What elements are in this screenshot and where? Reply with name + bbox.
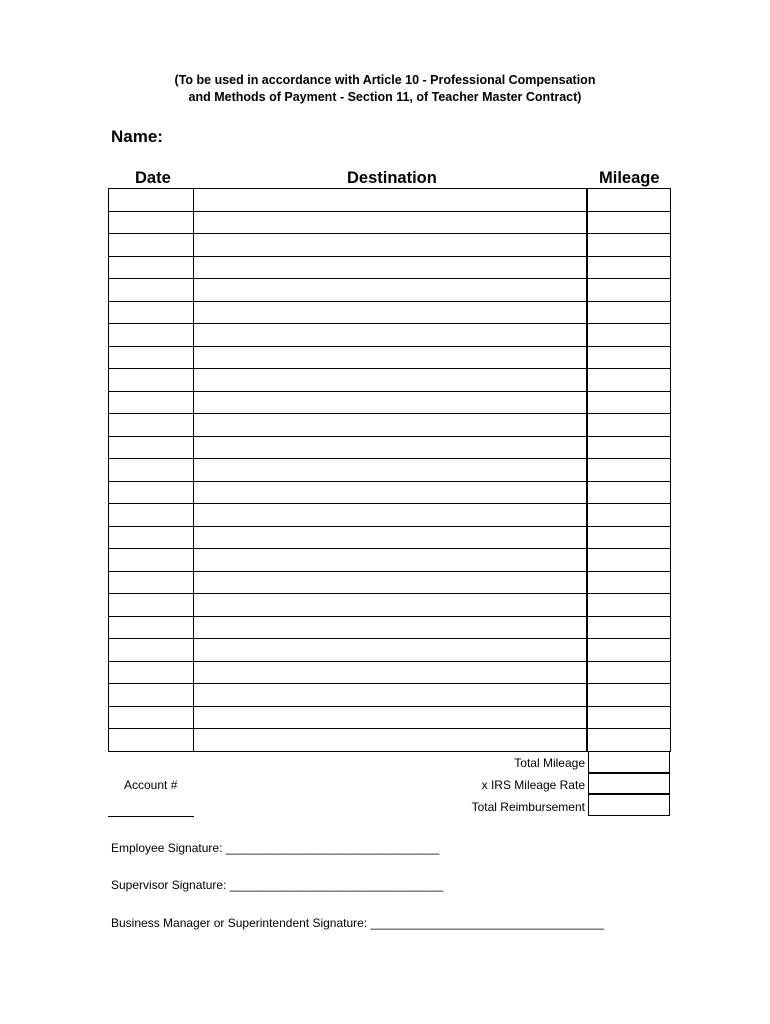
table-row [108, 706, 670, 729]
date-cell[interactable] [108, 368, 194, 392]
mileage-cell[interactable] [587, 526, 670, 550]
date-cell[interactable] [108, 256, 194, 280]
destination-cell[interactable] [193, 481, 587, 505]
totals-box [588, 751, 670, 815]
irs-rate-field[interactable] [588, 772, 670, 795]
date-cell[interactable] [108, 683, 194, 707]
date-cell[interactable] [108, 548, 194, 572]
destination-cell[interactable] [193, 526, 587, 550]
date-cell[interactable] [108, 503, 194, 527]
table-row [108, 211, 670, 234]
mileage-cell[interactable] [587, 548, 670, 572]
date-cell[interactable] [108, 323, 194, 347]
destination-cell[interactable] [193, 616, 587, 640]
date-cell[interactable] [108, 278, 194, 302]
destination-cell[interactable] [193, 706, 587, 730]
account-label: Account # [124, 778, 178, 792]
date-cell[interactable] [108, 391, 194, 415]
mileage-cell[interactable] [587, 728, 670, 752]
mileage-cell[interactable] [587, 616, 670, 640]
table-row [108, 593, 670, 616]
mileage-cell[interactable] [587, 571, 670, 595]
instructions-line-2: and Methods of Payment - Section 11, of Teacher Master Contract) [188, 90, 582, 104]
date-cell[interactable] [108, 413, 194, 437]
destination-cell[interactable] [193, 593, 587, 617]
table-row [108, 638, 670, 661]
date-cell[interactable] [108, 661, 194, 685]
table-row [108, 301, 670, 324]
table-row [108, 256, 670, 279]
mileage-cell[interactable] [587, 638, 670, 662]
destination-cell[interactable] [193, 323, 587, 347]
date-cell[interactable] [108, 593, 194, 617]
date-cell[interactable] [108, 481, 194, 505]
destination-cell[interactable] [193, 728, 587, 752]
mileage-cell[interactable] [587, 368, 670, 392]
mileage-cell[interactable] [587, 278, 670, 302]
table-row [108, 683, 670, 706]
mileage-cell[interactable] [587, 503, 670, 527]
destination-cell[interactable] [193, 211, 587, 235]
date-cell[interactable] [108, 638, 194, 662]
destination-cell[interactable] [193, 391, 587, 415]
total-mileage-field[interactable] [588, 751, 670, 774]
mileage-cell[interactable] [587, 683, 670, 707]
mileage-cell[interactable] [587, 301, 670, 325]
date-column-header: Date [135, 169, 171, 187]
destination-cell[interactable] [193, 256, 587, 280]
table-row [108, 278, 670, 301]
destination-cell[interactable] [193, 661, 587, 685]
mileage-cell[interactable] [587, 233, 670, 257]
mileage-cell[interactable] [587, 413, 670, 437]
destination-cell[interactable] [193, 458, 587, 482]
supervisor-signature-line[interactable]: Supervisor Signature: ________________________________ [111, 878, 444, 892]
date-cell[interactable] [108, 211, 194, 235]
total-mileage-label: Total Mileage [514, 756, 585, 770]
employee-signature-line[interactable]: Employee Signature: ________________________________ [111, 841, 440, 855]
destination-cell[interactable] [193, 278, 587, 302]
table-row [108, 391, 670, 414]
table-row [108, 436, 670, 459]
mileage-cell[interactable] [587, 593, 670, 617]
destination-cell[interactable] [193, 368, 587, 392]
date-cell[interactable] [108, 526, 194, 550]
table-row [108, 368, 670, 391]
mileage-cell[interactable] [587, 481, 670, 505]
mileage-cell[interactable] [587, 706, 670, 730]
mileage-cell[interactable] [587, 436, 670, 460]
mileage-cell[interactable] [587, 458, 670, 482]
destination-cell[interactable] [193, 301, 587, 325]
destination-cell[interactable] [193, 233, 587, 257]
table-row [108, 661, 670, 684]
date-cell[interactable] [108, 728, 194, 752]
destination-cell[interactable] [193, 436, 587, 460]
table-row [108, 571, 670, 594]
date-cell[interactable] [108, 706, 194, 730]
date-cell[interactable] [108, 458, 194, 482]
table-row [108, 503, 670, 526]
table-row [108, 413, 670, 436]
mileage-cell[interactable] [587, 391, 670, 415]
table-row [108, 728, 670, 751]
destination-cell[interactable] [193, 346, 587, 370]
total-reimbursement-field[interactable] [588, 793, 670, 816]
destination-column-header: Destination [347, 169, 437, 187]
table-row [108, 188, 670, 211]
mileage-cell[interactable] [587, 346, 670, 370]
mileage-log-table [108, 188, 670, 751]
mileage-cell[interactable] [587, 661, 670, 685]
destination-cell[interactable] [193, 413, 587, 437]
mileage-cell[interactable] [587, 211, 670, 235]
date-cell[interactable] [108, 616, 194, 640]
total-reimbursement-label: Total Reimbursement [471, 800, 585, 814]
table-row [108, 616, 670, 639]
destination-cell[interactable] [193, 638, 587, 662]
destination-cell[interactable] [193, 683, 587, 707]
instructions-line-1: (To be used in accordance with Article 10 - Professional Compensation [174, 73, 596, 87]
mileage-cell[interactable] [587, 188, 670, 212]
date-cell[interactable] [108, 233, 194, 257]
table-row [108, 548, 670, 571]
account-number-line[interactable] [108, 816, 194, 817]
table-row [108, 323, 670, 346]
mileage-cell[interactable] [587, 323, 670, 347]
destination-cell[interactable] [193, 571, 587, 595]
date-cell[interactable] [108, 301, 194, 325]
table-row [108, 458, 670, 481]
irs-rate-label: x IRS Mileage Rate [481, 778, 585, 792]
destination-cell[interactable] [193, 548, 587, 572]
date-cell[interactable] [108, 436, 194, 460]
date-cell[interactable] [108, 188, 194, 212]
mileage-cell[interactable] [587, 256, 670, 280]
table-row [108, 526, 670, 549]
table-row [108, 481, 670, 504]
table-row [108, 346, 670, 369]
table-row [108, 233, 670, 256]
name-label: Name: [111, 127, 163, 146]
date-cell[interactable] [108, 571, 194, 595]
destination-cell[interactable] [193, 188, 587, 212]
mileage-column-header: Mileage [599, 169, 660, 187]
destination-cell[interactable] [193, 503, 587, 527]
date-cell[interactable] [108, 346, 194, 370]
business-manager-signature-line[interactable]: Business Manager or Superintendent Signature: ___________________________________ [111, 916, 605, 930]
